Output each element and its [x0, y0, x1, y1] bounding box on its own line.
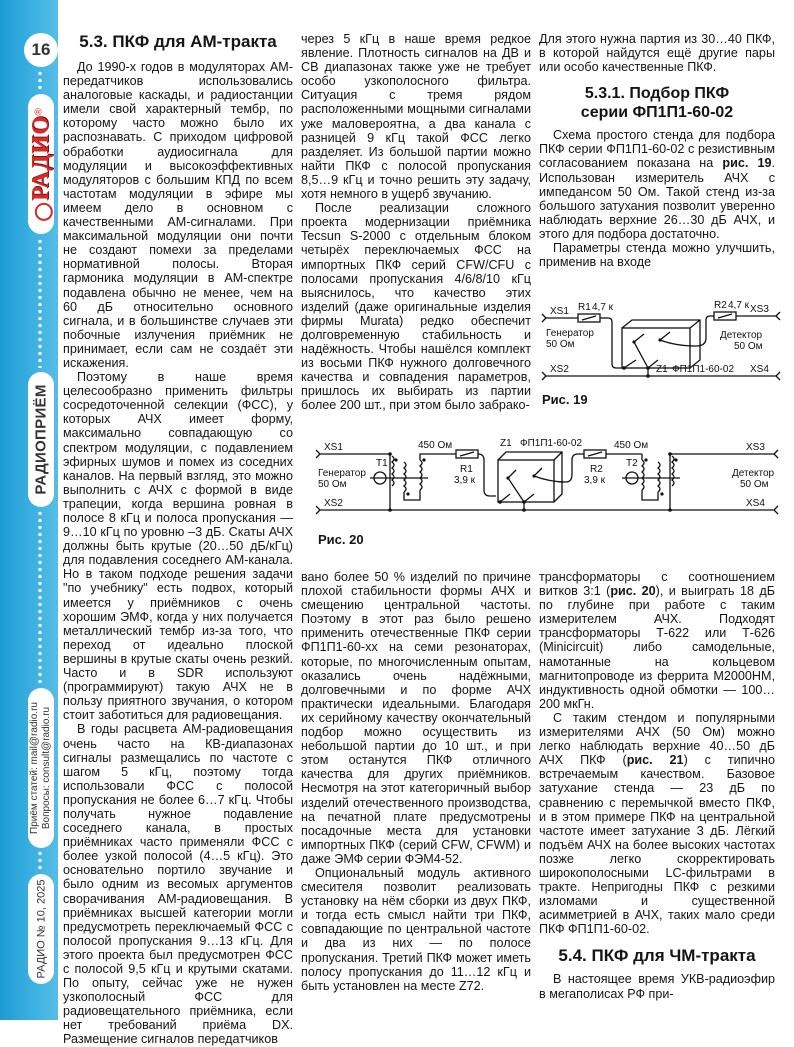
- contact-email-articles: Приём статей: mail@radio.ru: [29, 702, 40, 834]
- paragraph: В настоящее время УКВ-радиоэфир в мегаполисах РФ при-: [539, 972, 775, 1001]
- svg-text:4,7 к: 4,7 к: [728, 300, 750, 311]
- paragraph: Опциональный модуль активного смесителя позволит реализовать установку на нём сборки из двух ПКФ, и тогда есть смысл найти три ПКФ, совпадающие по центральной частоте и два из них — по полосе пропускания. Третий ПКФ может иметь полосу пропускания до 11…12 кГц и быть установлен на месте Z72.: [301, 865, 531, 993]
- paragraph: До 1990-х годов в модуляторах АМ-передатчиков использовались аналоговые каскады, и радиостанции имели свой характерный тембр, по которому часто можно было их распознавать. С приходом цифровой обработки аудиосигнала для модуляции и высокоэффективных модуляторов с большим КПД по всем частотам модуляции в эфире мы имеем дело в основном с качественными АМ-сигналами. При максимальной модуляции они почти не создают помехи за пределами нормативной полосы. Вторая гармоника модуляции в АМ-спектре подавлена обычно не менее, чем на 60 дБ относительно основного сигнала, и в большинстве случаев эти побочные излучения приёмник не принимает, если сам не создаёт эти искажения.: [63, 60, 293, 370]
- svg-text:XS3: XS3: [750, 304, 769, 315]
- svg-text:50 Ом: 50 Ом: [546, 339, 575, 350]
- svg-text:450 Ом: 450 Ом: [418, 440, 453, 451]
- column-3-top: [539, 32, 775, 269]
- svg-text:ФП1П1-60-02: ФП1П1-60-02: [520, 438, 583, 449]
- section-heading-5-3: 5.3. ПКФ для АМ-тракта: [79, 32, 277, 51]
- figure-reference-21[interactable]: рис. 21: [626, 753, 684, 768]
- magazine-sidebar: [0, 0, 58, 1020]
- paragraph: трансформаторы с соотношением витков 3:1 (рис. 20), и выиграть 18 дБ по глубине при работе с таким измерителем АЧХ. Подходят трансформаторы Т-622 или Т-626 (Minicircuit) либо самодельные, намотанные на кольцевом магнитопроводе из феррита М2000НМ, индуктивность одной обмотки — 100…200 мкГн.: [539, 570, 776, 711]
- svg-text:XS4: XS4: [750, 364, 769, 375]
- svg-text:R1: R1: [578, 302, 591, 313]
- svg-text:Z1: Z1: [656, 364, 668, 375]
- issue-label: РАДИО № 10, 2025: [28, 874, 54, 984]
- svg-text:R2: R2: [590, 464, 603, 475]
- contacts-label: [28, 688, 54, 848]
- svg-text:R2: R2: [714, 300, 727, 311]
- logo-emblem-icon: [34, 202, 52, 220]
- svg-text:XS4: XS4: [746, 498, 765, 509]
- svg-text:XS3: XS3: [746, 442, 765, 453]
- section-label: РАДИОПРИЁМ: [28, 372, 54, 507]
- svg-text:T2: T2: [626, 458, 638, 469]
- figure-20-schematic: [300, 430, 794, 520]
- svg-text:50 Ом: 50 Ом: [740, 479, 769, 490]
- figure-19-caption: Рис. 19: [542, 392, 588, 407]
- svg-text:3,9 к: 3,9 к: [454, 475, 476, 486]
- magazine-logo: РАДИО®: [28, 94, 54, 234]
- column-2-bottom: [301, 570, 531, 993]
- paragraph: После реализации сложного проекта модернизации приёмника Tecsun S-2000 с отдельным блоком четырёх переключаемых ФСС на импортных ПКФ серий CFW/CFU с полосами пропускания 4/6/8/10 кГц выяснилось, что качество этих изделий (даже оригинальные изделия фирмы Murata) редко обеспечит долговременную стабильность и надёжность. Чтобы нашёлся комплект из восьми ПКФ нужного долговечного качества и совпадения параметров, пришлось их выбирать из партии более 200 шт., при этом было забрако-: [301, 201, 531, 413]
- column-2-top: [301, 32, 531, 413]
- paragraph: Параметры стенда можно улучшить, применив на входе: [539, 241, 775, 270]
- svg-text:4,7 к: 4,7 к: [592, 302, 614, 313]
- paragraph: Схема простого стенда для подбора ПКФ серии ФП1П1-60-02 с резистивным согласованием показана на рис. 19. Использован измеритель АЧХ с импедансом 50 Ом. Такой стенд из-за большого затухания позволит уверенно наблюдать верхние 26…30 дБ АЧХ, и этого для подбора достаточно.: [539, 128, 775, 241]
- svg-text:Генератор: Генератор: [546, 328, 594, 339]
- paragraph: вано более 50 % изделий по причине плохой стабильности формы АЧХ и смещению центральной частоты. Поэтому в этот раз было решено применить отечественные ПКФ серии ФП1П1-60-хх на семи резонаторах, которые, по многочисленным опытам, оказались очень надёжными, долговечными и по форме АЧХ практически идеальными. Благодаря их серийному качеству окончательный подбор можно осуществить из небольшой партии до 10 шт., и при этом останутся ПКФ отличного качества для других приёмников. Несмотря на этот категоричный выбор изделий отечественного производства, на печатной плате предусмотрены посадочные места для установки импортных ПКФ (серий CFW, CFWM) и даже ЭМФ серии ФЭМ4-52.: [301, 570, 531, 866]
- figure-reference-19[interactable]: рис. 19: [722, 156, 772, 171]
- svg-text:R1: R1: [460, 464, 473, 475]
- subsection-heading-5-3-1: 5.3.1. Подбор ПКФ серии ФП1П1-60-02: [580, 85, 734, 122]
- figure-19-schematic: [536, 290, 786, 385]
- paragraph: Для этого нужна партия из 30…40 ПКФ, в которой найдутся ещё другие пары или особо качественные ПКФ.: [539, 32, 775, 75]
- svg-text:450 Ом: 450 Ом: [614, 440, 649, 451]
- section-heading-5-4: 5.4. ПКФ для ЧМ-тракта: [558, 946, 756, 966]
- paragraph: В годы расцвета АМ-радиовещания очень часто на КВ-диапазонах сигналы размещались по частоте с шагом 5 кГц, поэтому тогда использовали ФСС с полосой пропускания не более 6…7 кГц. Чтобы получать нужное подавление соседнего канала, в простых приёмниках часто применяли ФСС с более узкой полосой (4…5 кГц). Это основательно портило звучание и было одним из весомых аргументов сворачивания АМ-радиовещания. В приёмниках высшей категории могли предусмотреть переключаемый ФСС с полосой пропускания 9…13 кГц. Для этого проекта был предусмотрен ФСС с полосой 9,5 кГц и крутыми скатами. По опыту, сейчас уже не нужен узкополосный ФСС для радиовещательного приёмника, если нет требований приёма DX. Размещение сигналов передатчиков: [63, 722, 293, 1047]
- svg-text:Детектор: Детектор: [720, 330, 763, 341]
- svg-text:Детектор: Детектор: [732, 468, 775, 479]
- svg-text:50 Ом: 50 Ом: [318, 479, 347, 490]
- paragraph: С таким стендом и популярными измерителями АЧХ (50 Ом) можно легко наблюдать верхние 40…50 дБ АЧХ ПКФ (рис. 21) с типично встречаемым качеством. Базовое затухание стенда — 23 дБ по сравнению с перемычкой вместо ПКФ, и в этом примере ПКФ на центральной частоте имеет затухание 3 дБ. Лёгкий подъём АЧХ на более высоких частотах позже легко скорректировать широкополосными LC-фильтрами в тракте. Непригодны ПКФ с резкими изломами и существенной асимметрией в АЧХ, таких мало среди ПКФ ФП1П1-60-02.: [539, 710, 776, 937]
- svg-text:ФП1П1-60-02: ФП1П1-60-02: [672, 364, 735, 375]
- svg-text:XS1: XS1: [324, 442, 343, 453]
- svg-text:XS1: XS1: [550, 306, 569, 317]
- dot-divider: [38, 850, 42, 872]
- svg-text:XS2: XS2: [324, 498, 343, 509]
- svg-text:Z1: Z1: [500, 438, 512, 449]
- paragraph: Поэтому в наше время целесообразно применить фильтры сосредоточенной селекции (ФСС), у которых АЧХ имеет форму, максимально совпадающую со спектром модуляции, с подавлением эфирных шумов и помех из соседних каналов. На первый взгляд, это можно выполнить с АЧХ с формой в виде трапеции, когда вершина ровная в полосе 8 кГц и полоса пропускания — 9…10 кГц по уровню –3 дБ. Скаты АЧХ должны быть крутые (20…50 дБ/кГц) для подавления соседнего АМ-канала. Но в таком подходе решения задачи "по учебнику" есть подвох, который имеется у приёмников с очень хорошим ЭМФ, когда у них получается металлический тембр из-за того, что переход от идеально плоской вершины в крутые скаты очень резкий. Часто и в SDR используют (программируют) такую АЧХ не в пользу приятного звучания, о котором стоит заботиться для радиовещания.: [63, 370, 293, 723]
- column-1: [63, 32, 293, 1047]
- svg-text:3,9 к: 3,9 к: [584, 475, 606, 486]
- paragraph: через 5 кГц в наше время редкое явление. Плотность сигналов на ДВ и СВ диапазонах также уже не требует особо узкополосного фильтра. Ситуация с тремя рядом расположенными мощными сигналами уже маловероятна, а два канала с разницей 9 кГц такой ФСС легко разделяет. Из большой партии можно найти ПКФ с полосой пропускания 8,5…9 кГц и точно решить эту задачу, хотя немного в ущерб звучанию.: [301, 32, 531, 202]
- svg-text:Генератор: Генератор: [318, 468, 366, 479]
- svg-text:XS2: XS2: [550, 364, 569, 375]
- contact-email-questions: Вопросы: consult@radio.ru: [41, 706, 52, 830]
- dot-divider: [38, 510, 42, 685]
- page-number: 16: [24, 33, 58, 67]
- figure-reference-20[interactable]: рис. 20: [610, 584, 656, 599]
- svg-text:T1: T1: [376, 458, 388, 469]
- column-3-bottom: [539, 570, 775, 1001]
- svg-text:50 Ом: 50 Ом: [734, 341, 763, 352]
- dot-divider: [38, 238, 42, 368]
- figure-20-caption: Рис. 20: [318, 532, 364, 547]
- dot-divider: [38, 70, 42, 92]
